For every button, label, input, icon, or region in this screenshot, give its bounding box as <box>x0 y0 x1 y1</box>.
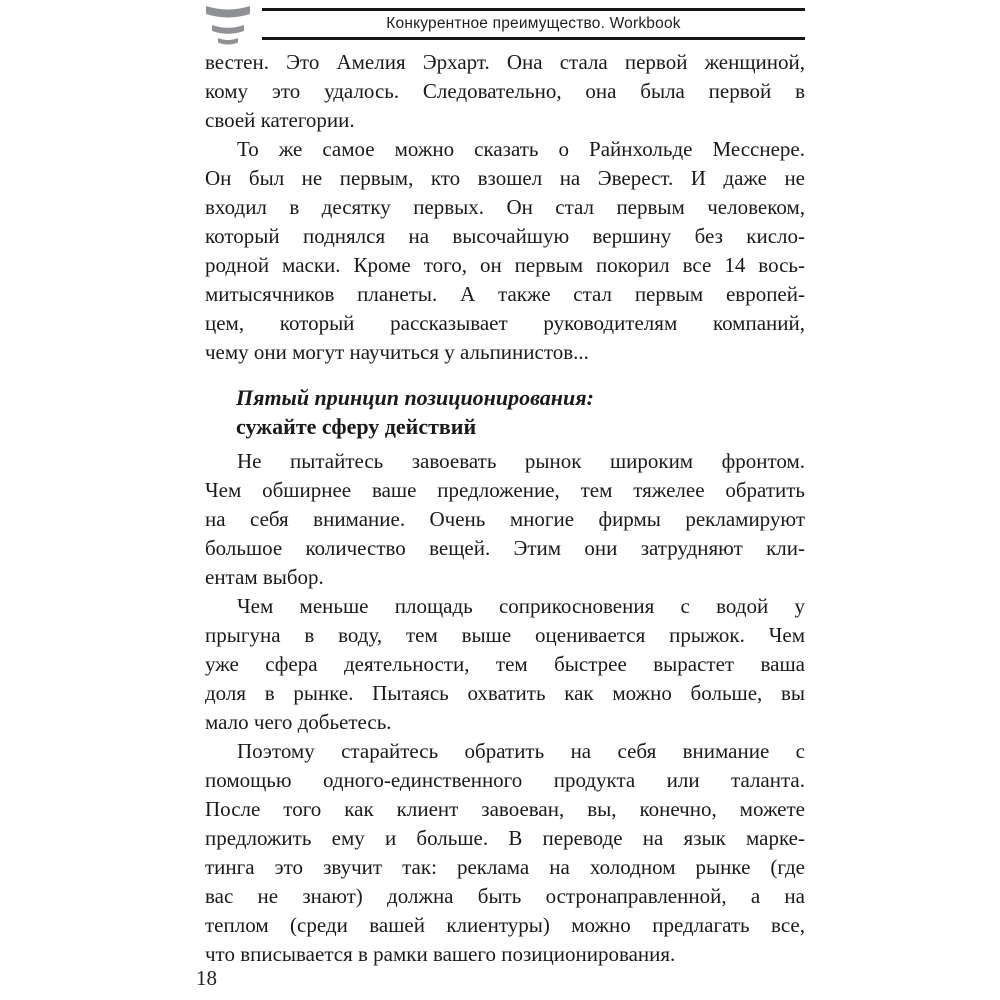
paragraph <box>205 135 805 367</box>
text-line: Он был не первым, кто взошел на Эверест. И даже не <box>205 166 805 190</box>
text-line: предложить ему и больше. В переводе на язык марке- <box>205 826 805 850</box>
text-line: Поэтому старайтесь обратить на себя внимание с <box>237 739 805 763</box>
text-line: прыгуна в воду, тем выше оценивается прыжок. Чем <box>205 623 805 647</box>
paragraph <box>205 737 805 969</box>
text-line: ентам выбор. <box>205 565 324 589</box>
text-line: что вписывается в рамки вашего позиционирования. <box>205 942 676 966</box>
text-line: После того как клиент завоеван, вы, конечно, можете <box>205 797 805 821</box>
text-line: на себя внимание. Очень многие фирмы рекламируют <box>205 507 805 531</box>
text-line: уже сфера деятельности, тем быстрее вырастет ваша <box>205 652 805 676</box>
text-line: теплом (среди вашей клиентуры) можно предлагать все, <box>205 913 805 937</box>
text-line: родной маски. Кроме того, он первым покорил все 14 вось- <box>205 253 805 277</box>
text-line: мало чего добьетесь. <box>205 710 392 734</box>
text-line: митысячников планеты. А также стал первым европей- <box>205 282 805 306</box>
text-line: вестен. Это Амелия Эрхарт. Она стала первой женщиной, <box>205 50 805 74</box>
running-title: Конкурентное преимущество. Workbook <box>386 15 681 32</box>
paragraph <box>205 48 805 135</box>
text-line: большое количество вещей. Этим они затрудняют кли- <box>205 536 805 560</box>
paragraph <box>205 447 805 592</box>
text-line: помощью одного-единственного продукта или таланта. <box>205 768 805 792</box>
paragraph <box>205 592 805 737</box>
text-line: То же самое можно сказать о Райнхольде Месснере. <box>237 137 805 161</box>
section-heading <box>205 383 805 441</box>
text-line: доля в рынке. Пытаясь охватить как можно больше, вы <box>205 681 805 705</box>
body-text <box>205 48 805 969</box>
text-line: входил в десятку первых. Он стал первым человеком, <box>205 195 805 219</box>
text-line: Чем меньше площадь соприкосновения с водой у <box>237 594 805 618</box>
text-line: который поднялся на высочайшую вершину без кисло- <box>205 224 805 248</box>
text-line: цем, который рассказывает руководителям компаний, <box>205 311 805 335</box>
text-line: Чем обширнее ваше предложение, тем тяжелее обратить <box>205 478 805 502</box>
text-line: своей категории. <box>205 108 355 132</box>
publisher-logo-icon <box>206 4 250 46</box>
text-line: тинга это звучит так: реклама на холодном рынке (где <box>205 855 805 879</box>
section-heading-line: Пятый принцип позиционирования: <box>236 385 594 410</box>
text-line: Не пытайтесь завоевать рынок широким фронтом. <box>237 449 805 473</box>
text-line: кому это удалось. Следовательно, она была первой в <box>205 79 805 103</box>
running-title-bar <box>262 8 805 40</box>
text-line: чему они могут научиться у альпинистов... <box>205 340 589 364</box>
section-heading-line: сужайте сферу действий <box>236 414 477 439</box>
page-number: 18 <box>196 966 217 990</box>
text-line: вас не знают) должна быть остронаправленной, а на <box>205 884 805 908</box>
